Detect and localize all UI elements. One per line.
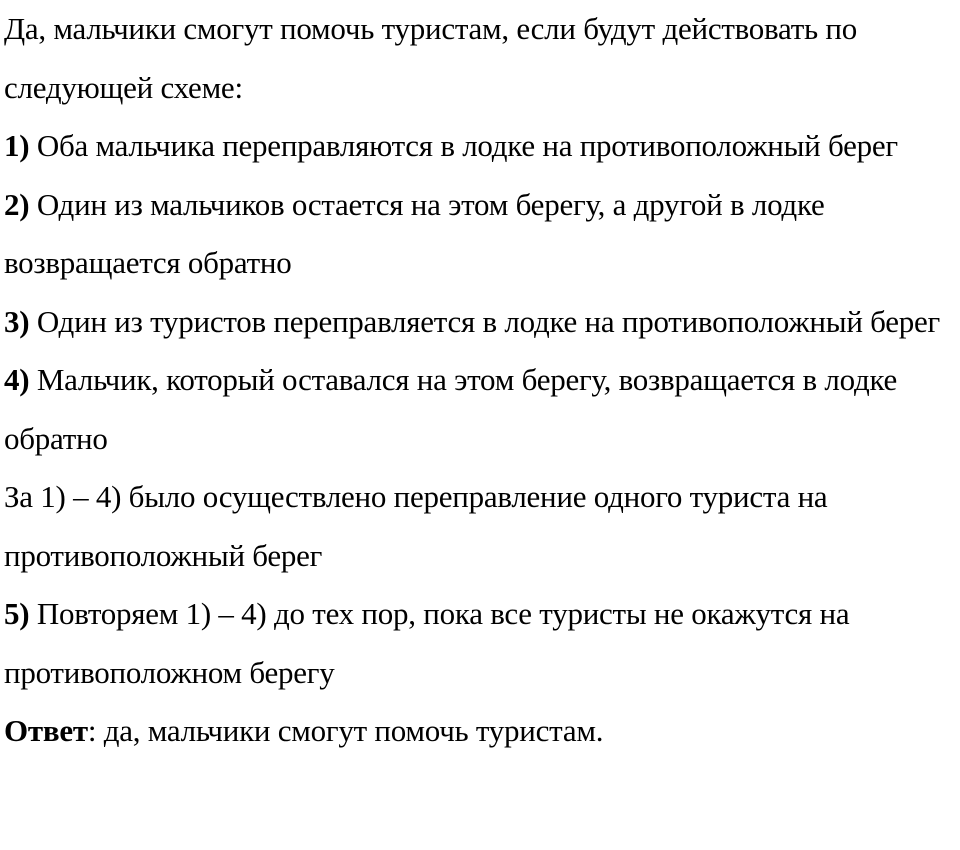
step-number: 2) xyxy=(4,186,30,222)
step-text: Повторяем 1) – 4) до тех пор, пока все туристы не окажутся на противоположном берегу xyxy=(4,596,850,690)
step-number: 3) xyxy=(4,303,30,339)
step-number: 5) xyxy=(4,596,30,631)
step-4 xyxy=(4,351,958,468)
step-text: Один из мальчиков остается на этом берегу, а другой в лодке возвращается обратно xyxy=(4,186,825,280)
answer-text: : да, мальчики смогут помочь туристам. xyxy=(87,713,604,748)
solution-document xyxy=(4,0,958,761)
step-number: 1) xyxy=(4,128,30,163)
step-text: Оба мальчика переправляются в лодке на противоположный берег xyxy=(29,128,898,163)
answer-paragraph xyxy=(4,702,958,761)
step-text: Мальчик, который оставался на этом берегу, возвращается в лодке обратно xyxy=(4,362,898,456)
step-2 xyxy=(4,176,958,293)
intro-paragraph: Да, мальчики смогут помочь туристам, если будут действовать по следующей схеме: xyxy=(4,11,858,105)
step-5 xyxy=(4,585,958,702)
answer-label: Ответ xyxy=(4,713,88,748)
step-text: Один из туристов переправляется в лодке на противоположный берег xyxy=(29,303,941,339)
step-number: 4) xyxy=(4,362,30,397)
summary-paragraph: За 1) – 4) было осуществлено переправление одного туриста на противоположный берег xyxy=(4,479,828,573)
step-1 xyxy=(4,117,958,176)
step-3 xyxy=(4,293,958,352)
